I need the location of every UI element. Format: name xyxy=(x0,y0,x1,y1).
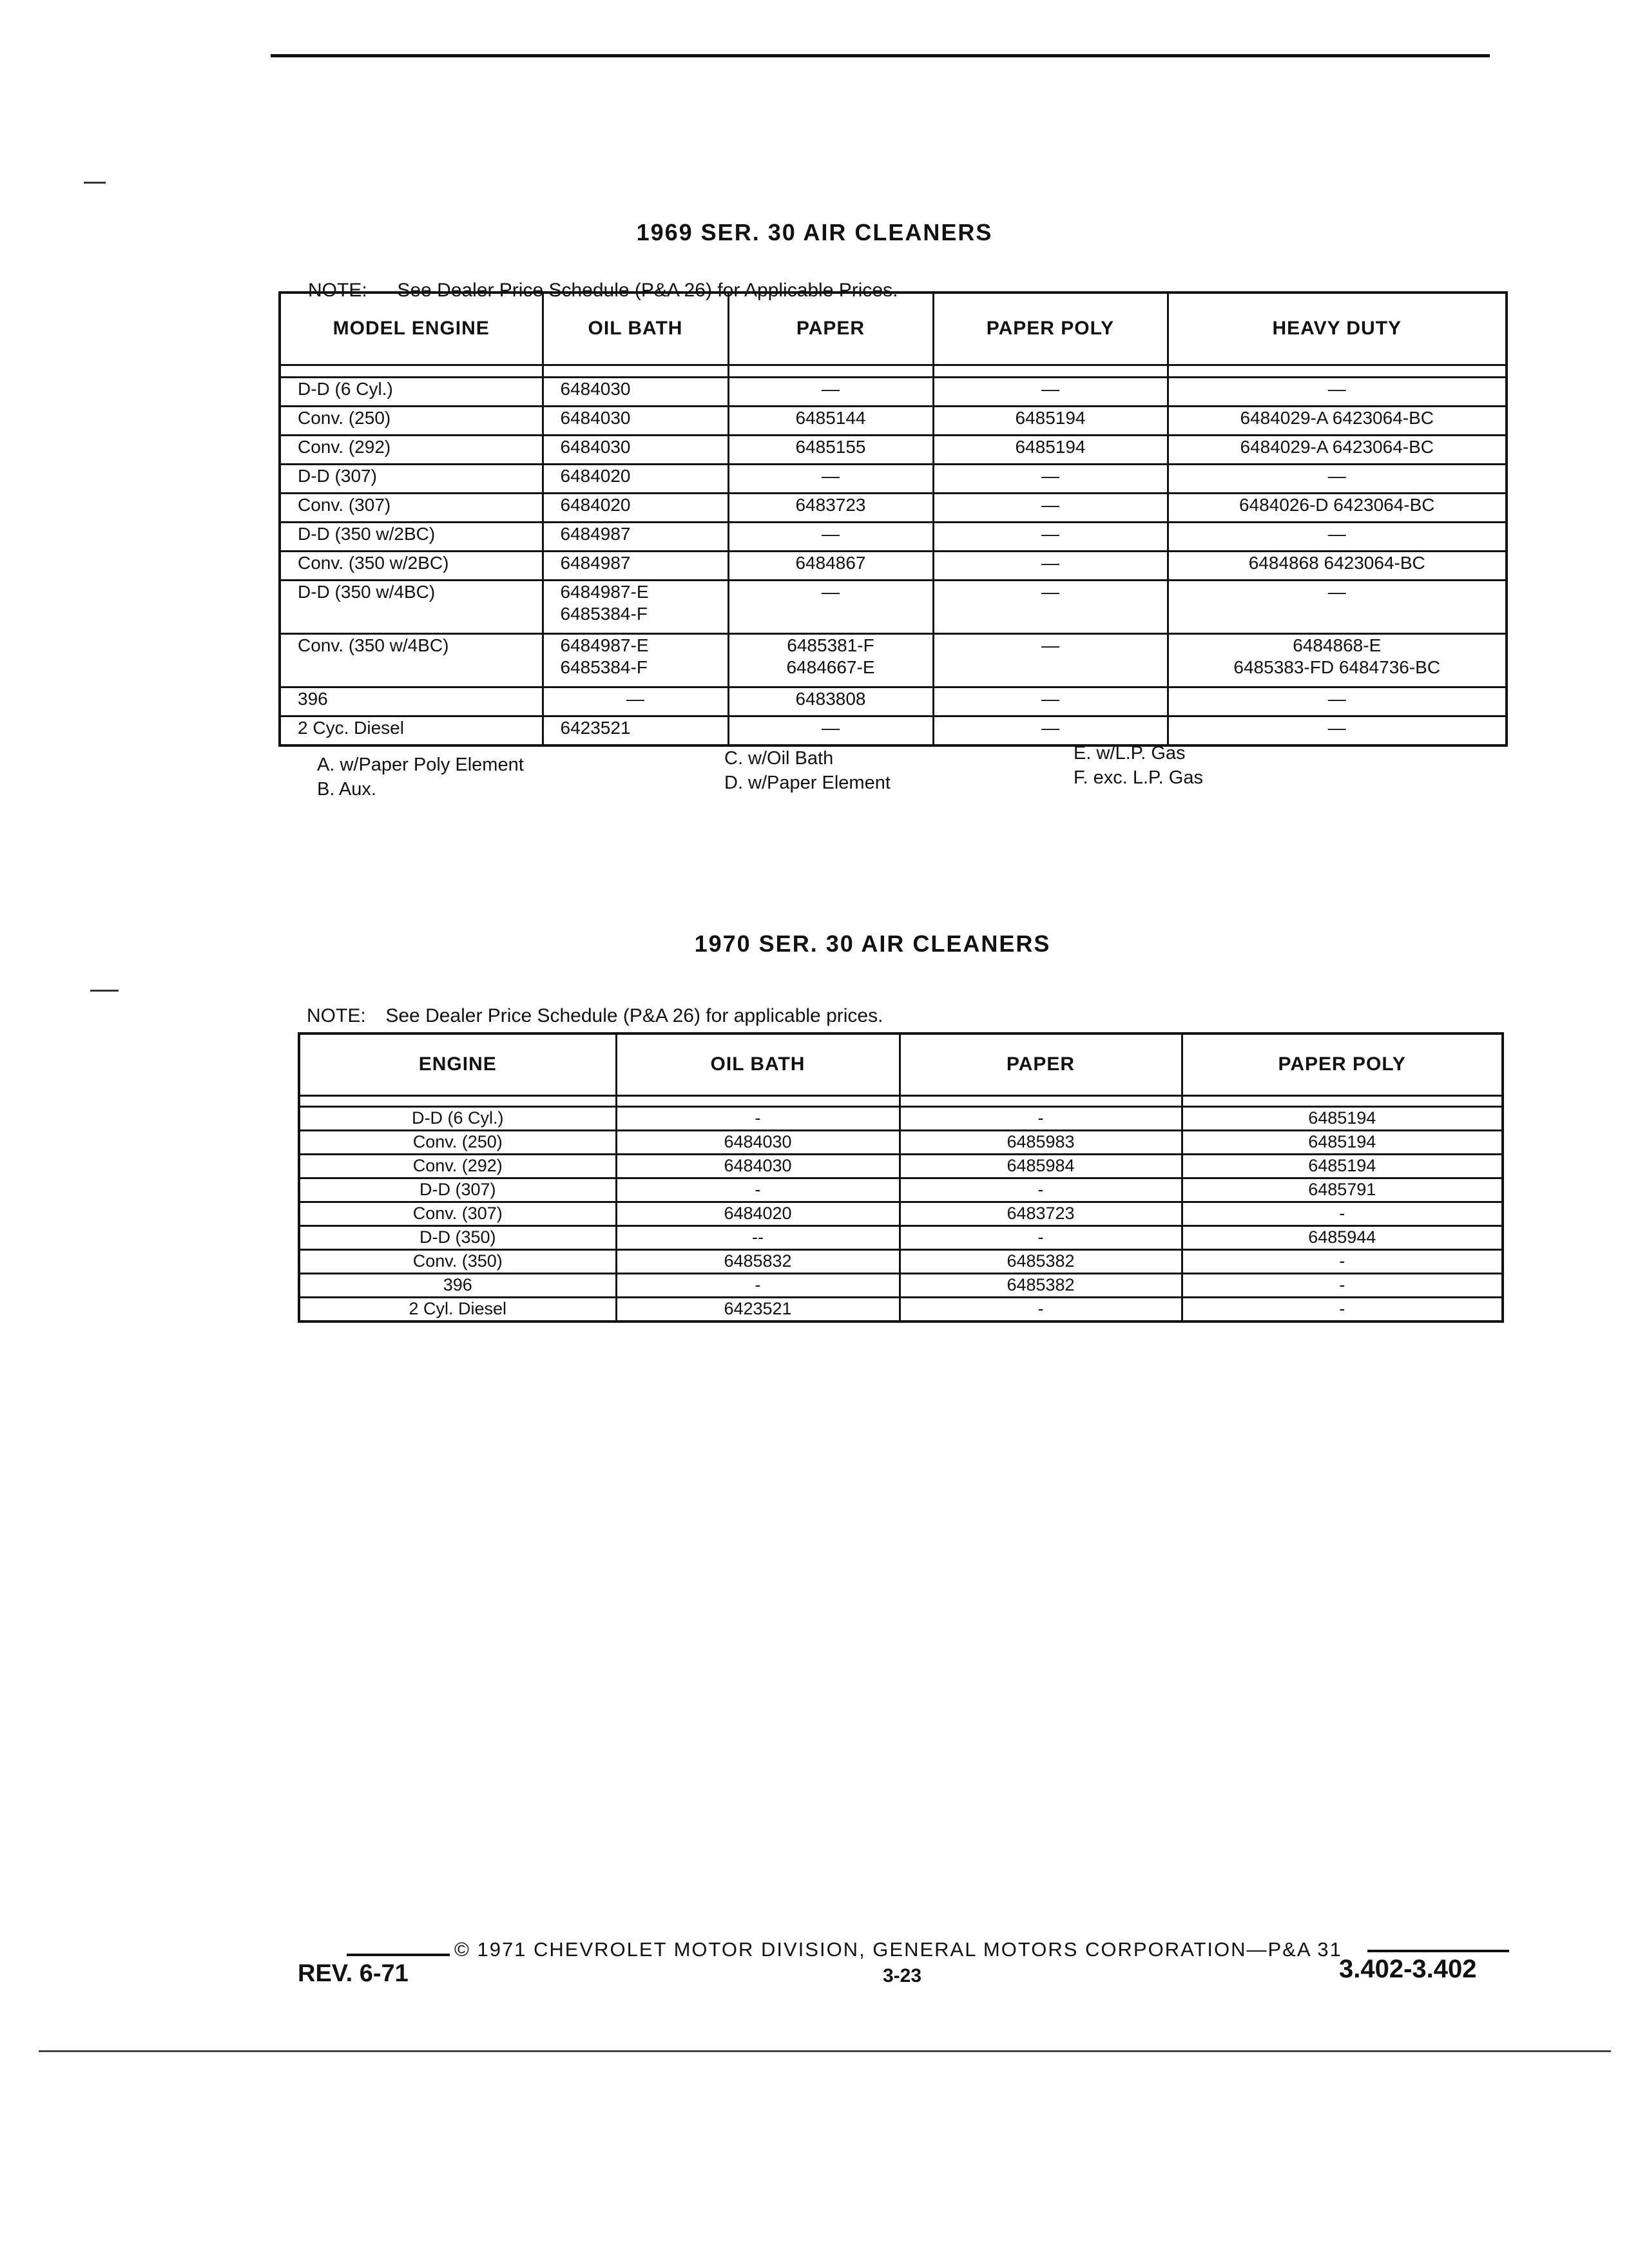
footnote: A. w/Paper Poly Element xyxy=(317,754,524,775)
bottom-rule xyxy=(39,2050,1611,2052)
table-row xyxy=(280,493,1507,522)
table-row xyxy=(280,633,1507,687)
cell: Conv. (307) xyxy=(280,493,543,522)
header-paper-poly: PAPER POLY xyxy=(933,293,1168,365)
cell: — xyxy=(1168,464,1507,493)
cell: — xyxy=(728,464,933,493)
cell: 6485382 xyxy=(900,1273,1182,1297)
cell: — xyxy=(728,716,933,745)
cell: 6484020 xyxy=(543,464,728,493)
cell: D-D (307) xyxy=(280,464,543,493)
cell: - xyxy=(900,1178,1182,1202)
cell xyxy=(728,633,933,687)
cell: 6484026-D 6423064-BC xyxy=(1168,493,1507,522)
cell: 6485155 xyxy=(728,435,933,464)
cell: 6485983 xyxy=(900,1130,1182,1154)
cell xyxy=(543,580,728,633)
cell: - xyxy=(1182,1273,1503,1297)
cell: - xyxy=(616,1178,900,1202)
cell: Conv. (350) xyxy=(299,1249,616,1273)
cell-line: 6484987-E xyxy=(560,635,649,655)
cell: D-D (350 w/2BC) xyxy=(280,522,543,551)
table-1970-title: 1970 SER. 30 AIR CLEANERS xyxy=(694,930,1051,957)
cell: Conv. (350 w/2BC) xyxy=(280,551,543,580)
cell: - xyxy=(616,1106,900,1130)
cell: 6484029-A 6423064-BC xyxy=(1168,406,1507,435)
cell: - xyxy=(1182,1297,1503,1321)
cell: — xyxy=(933,464,1168,493)
cell: 6483723 xyxy=(900,1202,1182,1225)
cell: Conv. (292) xyxy=(280,435,543,464)
footnote: C. w/Oil Bath xyxy=(724,748,834,769)
cell: — xyxy=(933,522,1168,551)
cell: D-D (350) xyxy=(299,1225,616,1249)
header-paper: PAPER xyxy=(728,293,933,365)
cell xyxy=(1168,633,1507,687)
section-code: 3.402-3.402 xyxy=(1339,1955,1477,1983)
table-row xyxy=(280,377,1507,406)
cell-line: 6485384-F xyxy=(560,603,648,624)
cell: Conv. (250) xyxy=(299,1130,616,1154)
cell: — xyxy=(728,377,933,406)
cell: 6485832 xyxy=(616,1249,900,1273)
cell: D-D (6 Cyl.) xyxy=(299,1106,616,1130)
cell: Conv. (307) xyxy=(299,1202,616,1225)
table-row xyxy=(280,687,1507,716)
table-1969 xyxy=(278,291,1508,747)
table-row xyxy=(280,435,1507,464)
cell: — xyxy=(933,493,1168,522)
top-rule xyxy=(271,54,1490,57)
footnotes-col-1 xyxy=(317,753,524,802)
cell: — xyxy=(933,633,1168,687)
cell-line: 6484868-E xyxy=(1293,635,1382,655)
cell: 396 xyxy=(280,687,543,716)
page-number: 3-23 xyxy=(883,1965,922,1986)
note-text: See Dealer Price Schedule (P&A 26) for Applicable Prices. xyxy=(397,280,898,301)
cell-line: 6485384-F xyxy=(560,657,648,677)
footnote: D. w/Paper Element xyxy=(724,773,891,793)
table-1969-title: 1969 SER. 30 AIR CLEANERS xyxy=(636,219,993,245)
header-heavy-duty: HEAVY DUTY xyxy=(1168,293,1507,365)
table-row xyxy=(280,716,1507,745)
table-row xyxy=(299,1297,1503,1321)
header-engine: ENGINE xyxy=(299,1033,616,1095)
cell: - xyxy=(900,1106,1182,1130)
margin-mark xyxy=(90,990,119,992)
header-oil-bath: OIL BATH xyxy=(543,293,728,365)
cell: — xyxy=(933,551,1168,580)
table-row xyxy=(299,1202,1503,1225)
cell-line: 6484667-E xyxy=(786,657,875,677)
cell: - xyxy=(1182,1202,1503,1225)
cell: 6423521 xyxy=(543,716,728,745)
cell: -- xyxy=(616,1225,900,1249)
table-row xyxy=(299,1249,1503,1273)
revision-label: REV. 6-71 xyxy=(298,1960,409,1987)
table-row xyxy=(299,1106,1503,1130)
header-paper-poly: PAPER POLY xyxy=(1182,1033,1503,1095)
table-header-row xyxy=(280,293,1507,365)
cell: - xyxy=(900,1225,1182,1249)
cell: — xyxy=(728,580,933,633)
cell: D-D (307) xyxy=(299,1178,616,1202)
cell: — xyxy=(728,522,933,551)
table-1970 xyxy=(298,1032,1504,1323)
cell: 6484030 xyxy=(616,1154,900,1178)
table-row xyxy=(299,1225,1503,1249)
margin-mark xyxy=(84,182,106,184)
cell: 6485194 xyxy=(933,406,1168,435)
table-1970-note xyxy=(307,1005,883,1027)
table-row xyxy=(299,1130,1503,1154)
cell: 6484987 xyxy=(543,522,728,551)
note-label: NOTE: xyxy=(308,280,367,301)
footnote: E. w/L.P. Gas xyxy=(1074,743,1186,764)
cell: 6485984 xyxy=(900,1154,1182,1178)
cell: — xyxy=(1168,716,1507,745)
cell: 6485944 xyxy=(1182,1225,1503,1249)
footnote: B. Aux. xyxy=(317,779,376,800)
cell: — xyxy=(933,580,1168,633)
header-model-engine: MODEL ENGINE xyxy=(280,293,543,365)
cell-line: 6485381-F xyxy=(787,635,874,655)
cell: 6485194 xyxy=(1182,1130,1503,1154)
cell: 6485194 xyxy=(933,435,1168,464)
cell: — xyxy=(933,377,1168,406)
copyright-line: © 1971 CHEVROLET MOTOR DIVISION, GENERAL MOTORS CORPORATION—P&A 31 xyxy=(454,1938,1342,1961)
cell: — xyxy=(543,687,728,716)
cell: 6423521 xyxy=(616,1297,900,1321)
spacer-row xyxy=(299,1095,1503,1106)
note-text: See Dealer Price Schedule (P&A 26) for applicable prices. xyxy=(385,1005,883,1026)
cell: 6484987 xyxy=(543,551,728,580)
cell: - xyxy=(616,1273,900,1297)
header-paper: PAPER xyxy=(900,1033,1182,1095)
cell: 6484020 xyxy=(616,1202,900,1225)
cell: 6484868 6423064-BC xyxy=(1168,551,1507,580)
cell: D-D (350 w/4BC) xyxy=(280,580,543,633)
cell: 6485382 xyxy=(900,1249,1182,1273)
cell-line: 6485383-FD 6484736-BC xyxy=(1233,657,1441,677)
cell: — xyxy=(1168,522,1507,551)
footnotes-col-3 xyxy=(1074,741,1203,790)
cell: 6484030 xyxy=(543,435,728,464)
cell: — xyxy=(1168,580,1507,633)
cell: 2 Cyc. Diesel xyxy=(280,716,543,745)
cell: 6484030 xyxy=(616,1130,900,1154)
table-row xyxy=(280,580,1507,633)
cell: - xyxy=(900,1297,1182,1321)
cell xyxy=(543,633,728,687)
cell: 6484030 xyxy=(543,406,728,435)
note-label: NOTE: xyxy=(307,1005,366,1026)
table-row xyxy=(280,464,1507,493)
table-header-row xyxy=(299,1033,1503,1095)
cell: - xyxy=(1182,1249,1503,1273)
footnotes-col-2 xyxy=(724,746,891,795)
cell: D-D (6 Cyl.) xyxy=(280,377,543,406)
cell: 6483723 xyxy=(728,493,933,522)
footnote: F. exc. L.P. Gas xyxy=(1074,767,1203,788)
cell: 396 xyxy=(299,1273,616,1297)
footer-rule-right xyxy=(1367,1950,1509,1952)
cell: 6485144 xyxy=(728,406,933,435)
table-row xyxy=(280,522,1507,551)
cell: 6484030 xyxy=(543,377,728,406)
cell: — xyxy=(933,687,1168,716)
cell: 6484867 xyxy=(728,551,933,580)
footer-rule-left xyxy=(347,1954,450,1956)
cell: Conv. (250) xyxy=(280,406,543,435)
cell: 6484020 xyxy=(543,493,728,522)
table-row xyxy=(299,1273,1503,1297)
cell: — xyxy=(1168,687,1507,716)
spacer-row xyxy=(280,365,1507,377)
cell: 6485791 xyxy=(1182,1178,1503,1202)
cell: 6484029-A 6423064-BC xyxy=(1168,435,1507,464)
cell: — xyxy=(1168,377,1507,406)
cell: Conv. (292) xyxy=(299,1154,616,1178)
table-row xyxy=(299,1178,1503,1202)
cell-line: 6484987-E xyxy=(560,581,649,602)
table-row xyxy=(299,1154,1503,1178)
cell: 6483808 xyxy=(728,687,933,716)
cell: Conv. (350 w/4BC) xyxy=(280,633,543,687)
table-row xyxy=(280,406,1507,435)
table-row xyxy=(280,551,1507,580)
cell: 6485194 xyxy=(1182,1154,1503,1178)
cell: 2 Cyl. Diesel xyxy=(299,1297,616,1321)
header-oil-bath: OIL BATH xyxy=(616,1033,900,1095)
cell: — xyxy=(933,716,1168,745)
cell: 6485194 xyxy=(1182,1106,1503,1130)
